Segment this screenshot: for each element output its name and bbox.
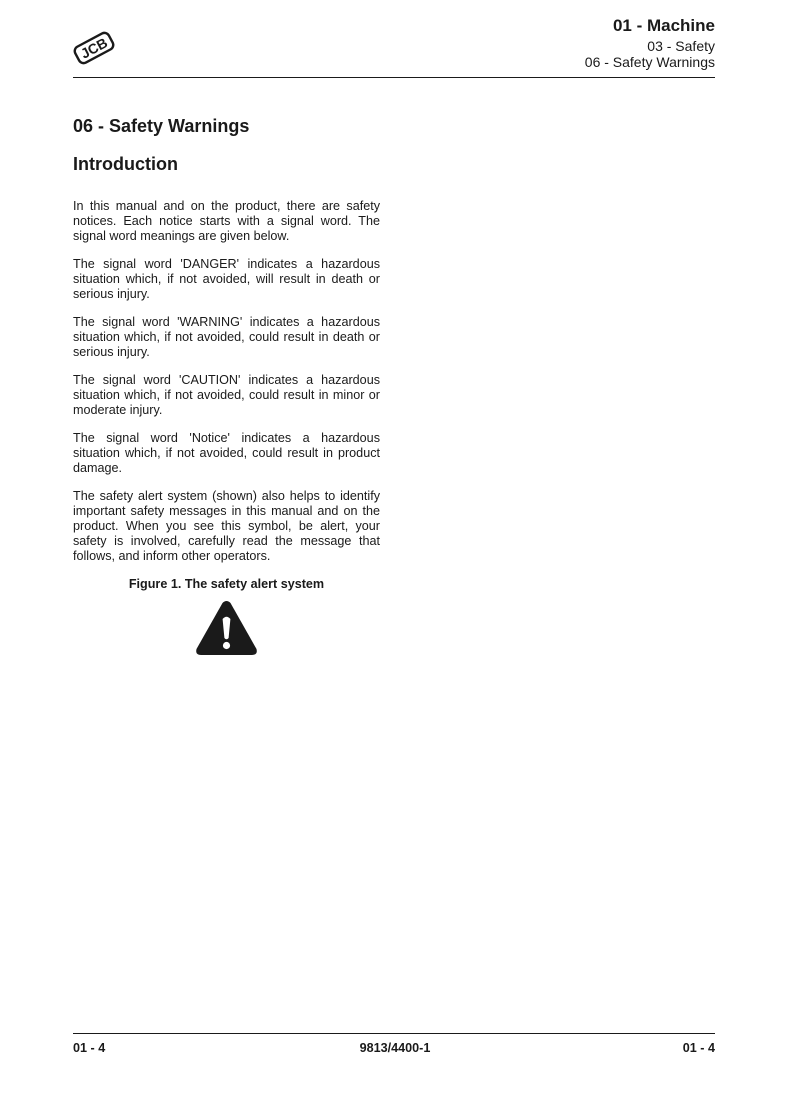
section-title: 06 - Safety Warnings <box>73 116 250 136</box>
body-column <box>73 199 380 591</box>
intro-heading: Introduction <box>73 154 178 174</box>
paragraph-notice: The signal word 'Notice' indicates a hazardous situation which, if not avoided, could result in product damage. <box>73 431 380 475</box>
figure-caption: Figure 1. The safety alert system <box>128 577 325 591</box>
footer-divider <box>73 1033 715 1034</box>
header-title: 01 - Machine <box>612 16 715 35</box>
header-subtitle-section: 06 - Safety Warnings <box>584 54 715 70</box>
header-subtitle-chapter: 03 - Safety <box>647 38 715 54</box>
footer-document-number: 9813/4400-1 <box>359 1041 431 1055</box>
footer-page-right: 01 - 4 <box>682 1041 715 1055</box>
logo-text: JCB <box>77 34 111 62</box>
header-divider <box>73 77 715 78</box>
paragraph-danger: The signal word 'DANGER' indicates a hazardous situation which, if not avoided, will result in death or serious injury. <box>73 257 380 301</box>
paragraph-alert-system: The safety alert system (shown) also helps to identify important safety messages in this manual and on the product. When you see this symbol, be alert, your safety is involved, carefully read the message that follows, and inform other operators. <box>73 489 380 563</box>
warning-triangle-icon <box>195 600 258 656</box>
paragraph-intro: In this manual and on the product, there are safety notices. Each notice starts with a signal word. The signal word meanings are given below. <box>73 199 380 243</box>
paragraph-caution: The signal word 'CAUTION' indicates a hazardous situation which, if not avoided, could result in minor or moderate injury. <box>73 373 380 417</box>
jcb-logo <box>72 30 116 66</box>
paragraph-warning: The signal word 'WARNING' indicates a hazardous situation which, if not avoided, could result in death or serious injury. <box>73 315 380 359</box>
footer-page-left: 01 - 4 <box>73 1041 106 1055</box>
